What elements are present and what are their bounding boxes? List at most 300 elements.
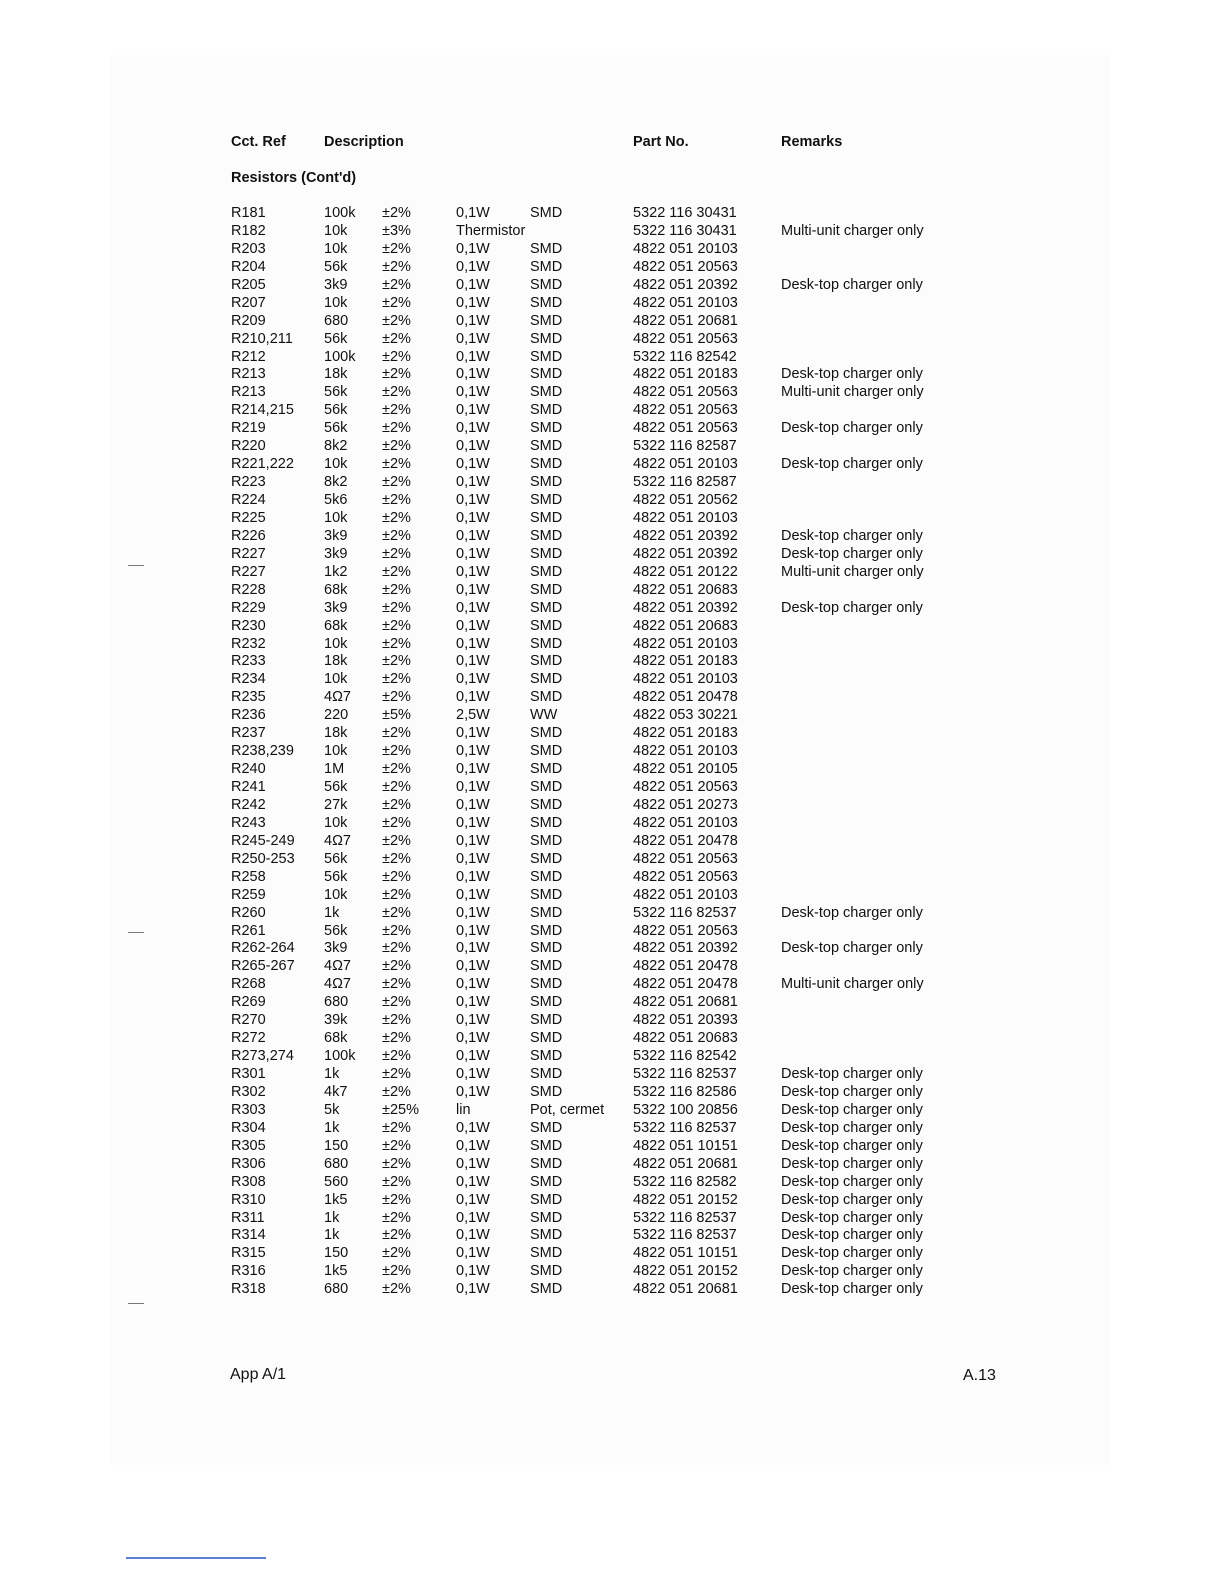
cell-remarks: Desk-top charger only — [781, 1119, 923, 1136]
cell-value: 68k — [324, 581, 348, 598]
cell-tolerance: ±2% — [382, 599, 411, 616]
cell-ref: R203 — [231, 240, 266, 257]
cell-ref: R227 — [231, 563, 266, 580]
cell-ref: R245-249 — [231, 832, 295, 849]
table-row — [0, 277, 1224, 295]
cell-ref: R316 — [231, 1263, 266, 1280]
table-row — [0, 241, 1224, 259]
cell-value: 1k5 — [324, 1191, 348, 1208]
cell-ref: R311 — [231, 1209, 265, 1226]
cell-remarks: Desk-top charger only — [781, 1137, 923, 1154]
cell-tolerance: ±2% — [382, 1191, 411, 1208]
cell-value: 39k — [324, 1012, 348, 1029]
table-row — [0, 851, 1224, 869]
cell-value: 3k9 — [324, 527, 348, 544]
cell-part-no: 4822 051 20478 — [633, 958, 738, 975]
footer-appendix-ref: App A/1 — [230, 1366, 287, 1383]
cell-value: 3k9 — [324, 276, 348, 293]
cell-tolerance: ±2% — [382, 420, 411, 437]
cell-ref: R223 — [231, 474, 266, 491]
cell-part-no: 4822 051 20122 — [633, 563, 738, 580]
cell-tolerance: ±2% — [382, 1048, 411, 1065]
cell-part-no: 5322 116 82537 — [633, 904, 737, 921]
cell-type: SMD — [530, 761, 563, 778]
cell-type: SMD — [530, 312, 563, 329]
cell-ref: R220 — [231, 438, 266, 455]
cell-type: SMD — [530, 1245, 563, 1262]
cell-power: 0,1W — [456, 940, 490, 957]
cell-value: 56k — [324, 330, 348, 347]
cell-ref: R243 — [231, 814, 266, 831]
cell-type: SMD — [530, 420, 563, 437]
table-row — [0, 259, 1224, 277]
cell-part-no: 4822 051 20103 — [633, 294, 738, 311]
table-row — [0, 815, 1224, 833]
column-header-description: Description — [324, 134, 404, 150]
cell-part-no: 4822 051 20563 — [633, 850, 738, 867]
cell-power: 0,1W — [456, 240, 490, 257]
cell-part-no: 4822 051 20683 — [633, 617, 738, 634]
cell-ref: R181 — [231, 205, 266, 221]
column-header-remarks: Remarks — [781, 134, 843, 150]
cell-type: SMD — [530, 994, 563, 1011]
cell-type: SMD — [530, 958, 563, 975]
cell-value: 4k7 — [324, 1083, 348, 1100]
cell-type: SMD — [530, 456, 563, 473]
cell-remarks: Desk-top charger only — [781, 1245, 923, 1262]
cell-power: 0,1W — [456, 1048, 490, 1065]
cell-part-no: 5322 116 82542 — [633, 1048, 737, 1065]
cell-value: 10k — [324, 509, 348, 526]
cell-power: 0,1W — [456, 474, 490, 491]
cell-part-no: 4822 051 20563 — [633, 779, 738, 795]
cell-remarks: Desk-top charger only — [781, 1066, 923, 1082]
cell-ref: R182 — [231, 222, 266, 239]
cell-part-no: 4822 051 20563 — [633, 868, 738, 885]
table-row — [0, 295, 1224, 313]
table-row — [0, 797, 1224, 815]
cell-part-no: 4822 051 20183 — [633, 366, 738, 383]
cell-power: 0,1W — [456, 527, 490, 544]
table-row — [0, 1120, 1224, 1138]
table-row — [0, 1138, 1224, 1156]
cell-type: SMD — [530, 348, 563, 365]
cell-ref: R224 — [231, 492, 266, 508]
cell-ref: R210,211 — [231, 330, 293, 347]
cell-remarks: Multi-unit charger only — [781, 222, 924, 239]
cell-tolerance: ±2% — [382, 312, 411, 329]
table-row — [0, 1192, 1224, 1210]
cell-part-no: 4822 051 20478 — [633, 976, 738, 993]
cell-power: 0,1W — [456, 850, 490, 867]
cell-type: SMD — [530, 1048, 563, 1065]
cell-ref: R314 — [231, 1227, 266, 1244]
cell-part-no: 5322 116 82537 — [633, 1227, 737, 1244]
cell-ref: R230 — [231, 617, 266, 634]
cell-type: SMD — [530, 904, 563, 921]
cell-remarks: Desk-top charger only — [781, 545, 923, 562]
cell-type: SMD — [530, 1209, 563, 1226]
cell-remarks: Desk-top charger only — [781, 1227, 923, 1244]
cell-remarks: Desk-top charger only — [781, 366, 923, 383]
cell-remarks: Desk-top charger only — [781, 1101, 923, 1118]
cell-part-no: 4822 051 20563 — [633, 420, 738, 437]
cell-tolerance: ±2% — [382, 814, 411, 831]
cell-remarks: Desk-top charger only — [781, 599, 923, 616]
cell-power: 0,1W — [456, 671, 490, 688]
cell-type: SMD — [530, 1227, 563, 1244]
cell-type: SMD — [530, 617, 563, 634]
cell-type: SMD — [530, 1281, 563, 1298]
cell-power: 0,1W — [456, 868, 490, 885]
cell-part-no: 4822 051 20681 — [633, 994, 738, 1011]
cell-tolerance: ±2% — [382, 671, 411, 688]
cell-part-no: 4822 051 20392 — [633, 527, 738, 544]
cell-remarks: Desk-top charger only — [781, 1209, 923, 1226]
cell-part-no: 4822 051 20103 — [633, 456, 738, 473]
cell-part-no: 4822 051 20103 — [633, 635, 738, 652]
cell-power: 0,1W — [456, 1209, 490, 1226]
cell-remarks: Desk-top charger only — [781, 456, 923, 473]
table-row — [0, 707, 1224, 725]
cell-type: SMD — [530, 1155, 563, 1172]
cell-ref: R241 — [231, 779, 266, 795]
cell-tolerance: ±2% — [382, 474, 411, 491]
cell-ref: R303 — [231, 1101, 266, 1118]
cell-ref: R304 — [231, 1119, 266, 1136]
cell-value: 10k — [324, 635, 348, 652]
cell-type: SMD — [530, 743, 563, 760]
cell-ref: R240 — [231, 761, 266, 778]
cell-value: 100k — [324, 205, 356, 221]
cell-tolerance: ±3% — [382, 222, 411, 239]
cell-power: 0,1W — [456, 402, 490, 419]
cell-ref: R228 — [231, 581, 266, 598]
cell-part-no: 4822 051 20273 — [633, 796, 738, 813]
cell-tolerance: ±2% — [382, 743, 411, 760]
cell-part-no: 5322 116 82582 — [633, 1173, 737, 1190]
table-row — [0, 1102, 1224, 1120]
cell-part-no: 4822 051 20105 — [633, 761, 738, 778]
cell-part-no: 4822 051 20562 — [633, 492, 738, 508]
column-header-part-no: Part No. — [633, 134, 689, 150]
cell-power: 0,1W — [456, 492, 490, 508]
cell-value: 56k — [324, 384, 348, 401]
table-row — [0, 1066, 1224, 1084]
cell-part-no: 4822 051 20563 — [633, 402, 738, 419]
cell-power: 0,1W — [456, 832, 490, 849]
cell-value: 4Ω7 — [324, 689, 351, 706]
cell-power: 0,1W — [456, 563, 490, 580]
cell-value: 1k — [324, 904, 340, 921]
cell-tolerance: ±2% — [382, 1012, 411, 1029]
cell-value: 1k — [324, 1227, 340, 1244]
cell-power: 0,1W — [456, 779, 490, 795]
table-row — [0, 474, 1224, 492]
cell-type: SMD — [530, 527, 563, 544]
cell-value: 680 — [324, 1155, 349, 1172]
cell-value: 3k9 — [324, 545, 348, 562]
cell-part-no: 5322 100 20856 — [633, 1101, 738, 1118]
cell-type: SMD — [530, 796, 563, 813]
table-row — [0, 564, 1224, 582]
cell-part-no: 4822 051 20393 — [633, 1012, 738, 1029]
table-row — [0, 976, 1224, 994]
cell-type: SMD — [530, 850, 563, 867]
cell-part-no: 4822 051 20392 — [633, 940, 738, 957]
table-row — [0, 1048, 1224, 1066]
cell-type: SMD — [530, 563, 563, 580]
cell-power: 0,1W — [456, 1263, 490, 1280]
cell-value: 56k — [324, 868, 348, 885]
cell-tolerance: ±2% — [382, 402, 411, 419]
cell-power: 0,1W — [456, 258, 490, 275]
cell-tolerance: ±2% — [382, 330, 411, 347]
cell-power: 0,1W — [456, 689, 490, 706]
cell-tolerance: ±2% — [382, 563, 411, 580]
cell-ref: R318 — [231, 1281, 266, 1298]
cell-tolerance: ±2% — [382, 796, 411, 813]
cell-remarks: Multi-unit charger only — [781, 563, 924, 580]
cell-tolerance: ±2% — [382, 1137, 411, 1154]
table-row — [0, 402, 1224, 420]
cell-type: SMD — [530, 689, 563, 706]
cell-power: 0,1W — [456, 581, 490, 598]
cell-part-no: 4822 051 20681 — [633, 1281, 738, 1298]
cell-value: 560 — [324, 1173, 349, 1190]
table-row — [0, 1012, 1224, 1030]
table-row — [0, 1084, 1224, 1102]
hyperlink-underline[interactable] — [126, 1557, 266, 1559]
cell-power: 0,1W — [456, 653, 490, 670]
table-row — [0, 1245, 1224, 1263]
cell-ref: R262-264 — [231, 940, 295, 957]
cell-part-no: 4822 051 20103 — [633, 814, 738, 831]
cell-value: 150 — [324, 1245, 349, 1262]
cell-value: 680 — [324, 1281, 349, 1298]
cell-ref: R258 — [231, 868, 266, 885]
cell-tolerance: ±2% — [382, 1281, 411, 1298]
cell-value: 56k — [324, 922, 348, 939]
cell-type: SMD — [530, 258, 563, 275]
cell-value: 5k6 — [324, 492, 348, 508]
cell-part-no: 4822 051 20563 — [633, 922, 738, 939]
cell-power: 0,1W — [456, 438, 490, 455]
cell-ref: R261 — [231, 922, 266, 939]
cell-value: 56k — [324, 779, 348, 795]
cell-value: 18k — [324, 653, 348, 670]
cell-tolerance: ±2% — [382, 725, 411, 742]
table-row — [0, 689, 1224, 707]
cell-value: 10k — [324, 743, 348, 760]
cell-part-no: 4822 051 20183 — [633, 725, 738, 742]
table-row — [0, 1174, 1224, 1192]
table-row — [0, 582, 1224, 600]
cell-tolerance: ±2% — [382, 366, 411, 383]
cell-value: 1k — [324, 1209, 340, 1226]
cell-ref: R273,274 — [231, 1048, 294, 1065]
cell-ref: R232 — [231, 635, 266, 652]
cell-tolerance: ±2% — [382, 438, 411, 455]
cell-tolerance: ±2% — [382, 1030, 411, 1047]
cell-value: 680 — [324, 994, 349, 1011]
cell-type: SMD — [530, 294, 563, 311]
cell-tolerance: ±2% — [382, 205, 411, 221]
cell-value: 680 — [324, 312, 349, 329]
cell-value: 10k — [324, 294, 348, 311]
table-row — [0, 1281, 1224, 1299]
cell-part-no: 4822 051 20103 — [633, 240, 738, 257]
cell-part-no: 4822 051 20392 — [633, 599, 738, 616]
cell-type: SMD — [530, 725, 563, 742]
cell-value: 10k — [324, 456, 348, 473]
cell-ref: R250-253 — [231, 850, 295, 867]
cell-remarks: Desk-top charger only — [781, 1191, 923, 1208]
cell-part-no: 4822 051 20103 — [633, 509, 738, 526]
cell-type: SMD — [530, 1083, 563, 1100]
cell-part-no: 4822 051 20392 — [633, 545, 738, 562]
cell-power: 0,1W — [456, 761, 490, 778]
cell-tolerance: ±2% — [382, 294, 411, 311]
cell-type: SMD — [530, 384, 563, 401]
cell-tolerance: ±2% — [382, 240, 411, 257]
cell-type: SMD — [530, 832, 563, 849]
cell-type: SMD — [530, 1263, 563, 1280]
cell-ref: R305 — [231, 1137, 266, 1154]
cell-type: SMD — [530, 886, 563, 903]
cell-type: SMD — [530, 438, 563, 455]
table-row — [0, 994, 1224, 1012]
cell-value: 18k — [324, 725, 348, 742]
cell-tolerance: ±2% — [382, 1119, 411, 1136]
cell-type: SMD — [530, 509, 563, 526]
cell-tolerance: ±2% — [382, 527, 411, 544]
cell-remarks: Desk-top charger only — [781, 1173, 923, 1190]
cell-ref: R209 — [231, 312, 266, 329]
cell-tolerance: ±25% — [382, 1101, 419, 1118]
cell-value: 56k — [324, 850, 348, 867]
table-row — [0, 492, 1224, 510]
cell-ref: R226 — [231, 527, 266, 544]
cell-ref: R260 — [231, 904, 266, 921]
cell-type: SMD — [530, 402, 563, 419]
table-row — [0, 331, 1224, 349]
cell-value: 1k2 — [324, 563, 348, 580]
cell-ref: R219 — [231, 420, 266, 437]
table-row — [0, 618, 1224, 636]
cell-type: SMD — [530, 205, 563, 221]
cell-type: SMD — [530, 1119, 563, 1136]
cell-power: 0,1W — [456, 1083, 490, 1100]
cell-ref: R315 — [231, 1245, 266, 1262]
cell-tolerance: ±2% — [382, 1209, 411, 1226]
cell-part-no: 5322 116 30431 — [633, 205, 737, 221]
cell-type: SMD — [530, 492, 563, 508]
cell-tolerance: ±2% — [382, 348, 411, 365]
cell-value: 4Ω7 — [324, 832, 351, 849]
cell-part-no: 4822 051 10151 — [633, 1137, 738, 1154]
table-row — [0, 366, 1224, 384]
cell-power: 0,1W — [456, 635, 490, 652]
cell-tolerance: ±2% — [382, 1066, 411, 1082]
table-row — [0, 779, 1224, 797]
cell-tolerance: ±2% — [382, 958, 411, 975]
cell-part-no: 4822 053 30221 — [633, 707, 738, 724]
cell-power: 0,1W — [456, 1137, 490, 1154]
cell-value: 150 — [324, 1137, 349, 1154]
cell-value: 56k — [324, 420, 348, 437]
cell-value: 1k — [324, 1119, 340, 1136]
cell-power: 0,1W — [456, 456, 490, 473]
cell-tolerance: ±2% — [382, 1083, 411, 1100]
table-row — [0, 1030, 1224, 1048]
cell-ref: R238,239 — [231, 743, 294, 760]
cell-power: 0,1W — [456, 886, 490, 903]
cell-ref: R221,222 — [231, 456, 294, 473]
cell-tolerance: ±2% — [382, 509, 411, 526]
cell-type: SMD — [530, 922, 563, 939]
cell-ref: R225 — [231, 509, 266, 526]
cell-part-no: 4822 051 20103 — [633, 886, 738, 903]
cell-type: SMD — [530, 581, 563, 598]
table-row — [0, 940, 1224, 958]
cell-type: SMD — [530, 868, 563, 885]
cell-type: SMD — [530, 240, 563, 257]
table-row — [0, 1156, 1224, 1174]
cell-remarks: Desk-top charger only — [781, 904, 923, 921]
cell-tolerance: ±2% — [382, 1155, 411, 1172]
table-row — [0, 743, 1224, 761]
cell-type: SMD — [530, 1137, 563, 1154]
cell-value: 8k2 — [324, 474, 348, 491]
table-row — [0, 636, 1224, 654]
cell-power: 0,1W — [456, 958, 490, 975]
cell-part-no: 4822 051 20392 — [633, 276, 738, 293]
cell-type: Pot, cermet — [530, 1101, 605, 1118]
cell-part-no: 4822 051 20681 — [633, 312, 738, 329]
cell-ref: R310 — [231, 1191, 266, 1208]
cell-type: SMD — [530, 779, 563, 795]
table-row — [0, 205, 1224, 223]
cell-power: 0,1W — [456, 1191, 490, 1208]
cell-ref: R269 — [231, 994, 266, 1011]
cell-type: SMD — [530, 1066, 563, 1082]
table-row — [0, 420, 1224, 438]
cell-tolerance: ±2% — [382, 276, 411, 293]
cell-power: 0,1W — [456, 366, 490, 383]
cell-power: 0,1W — [456, 1066, 490, 1082]
cell-tolerance: ±2% — [382, 1173, 411, 1190]
cell-type: SMD — [530, 653, 563, 670]
cell-ref: R237 — [231, 725, 266, 742]
cell-ref: R213 — [231, 384, 266, 401]
cell-part-no: 4822 051 20478 — [633, 832, 738, 849]
cell-power: 0,1W — [456, 330, 490, 347]
cell-ref: R235 — [231, 689, 266, 706]
column-header-ref: Cct. Ref — [231, 134, 286, 150]
cell-power: 0,1W — [456, 509, 490, 526]
cell-value: 100k — [324, 348, 356, 365]
cell-tolerance: ±2% — [382, 1263, 411, 1280]
cell-value: 5k — [324, 1101, 340, 1118]
table-row — [0, 546, 1224, 564]
cell-value: 100k — [324, 1048, 356, 1065]
table-row — [0, 438, 1224, 456]
cell-part-no: 4822 051 20563 — [633, 330, 738, 347]
cell-value: 8k2 — [324, 438, 348, 455]
table-row — [0, 510, 1224, 528]
cell-value: 56k — [324, 402, 348, 419]
